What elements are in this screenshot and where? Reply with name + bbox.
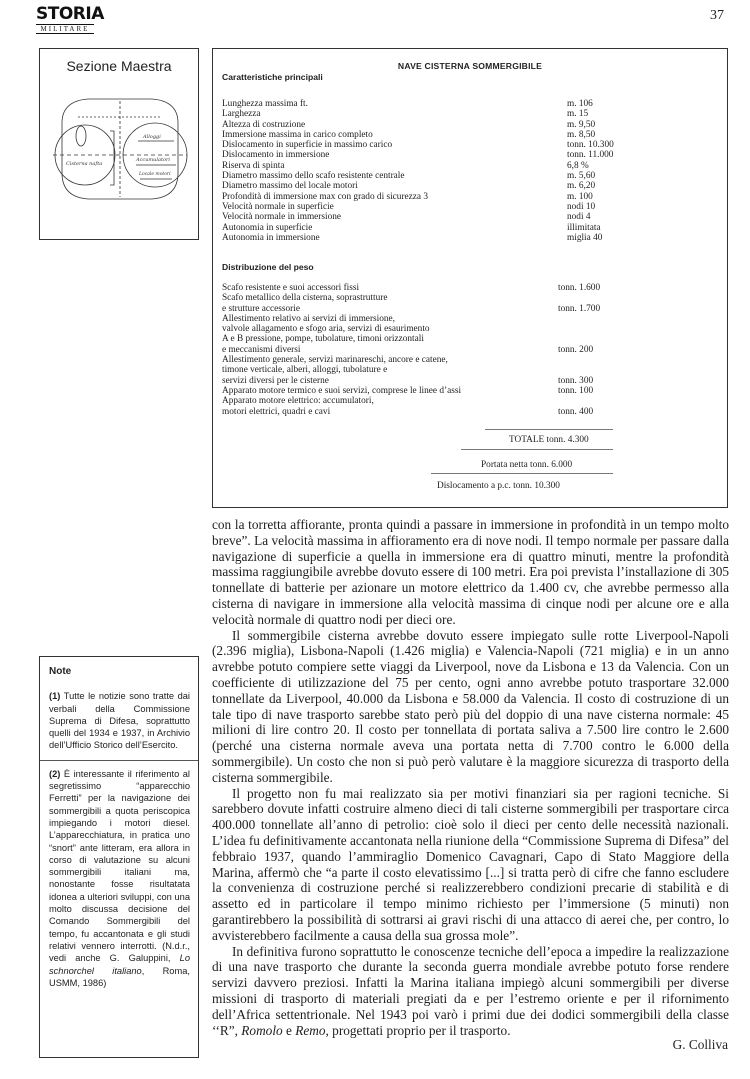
- cross-section-drawing: [48, 93, 192, 203]
- ship-name: Remo: [295, 1022, 326, 1038]
- spec-label: Dislocamento in superficie in massimo carico: [222, 140, 393, 151]
- spec-label: Diametro massimo dello scafo resistente centrale: [222, 171, 405, 182]
- logo-title: STORIA: [36, 4, 104, 24]
- article-paragraph: Il sommergibile cisterna avrebbe dovuto essere impiegato sulle rotte Liverpool-Napoli (2.396 miglia), Lisbona-Napoli (1.426 miglia) e Valencia-Napoli (721 miglia) e in un anno avrebbe potuto compiere sette viaggi da Liverpool, nove da Lisbona e 13 da Valencia. Con un coefficiente di utilizzazione del 75 per cento, ogni anno avrebbe potuto trasportare 32.000 tonnellate da Liverpool, 40.000 da Lisbona e 58.000 da Valencia. Il costo di costruzione di un tale tipo di nave trasporto sarebbe stato però più del doppio di una nave cisterna normale: 45 milioni di lire contro 20. Il costo per tonnellata di portata saliva a 7.500 lire contro le 2.600 (perché una cisterna normale aveva una portata netta di 7.700 contro le 6.000 della sommergibile). Un costo che non si può però valutare è la maggiore sicurezza di trasporto della cisterna sommergibile.: [212, 627, 729, 785]
- note-2-end: , Roma, USMM, 1986): [49, 965, 190, 988]
- note-2-number: (2): [49, 768, 61, 779]
- section-heading-weight: Distribuzione del peso: [222, 262, 314, 272]
- note-divider: [40, 760, 198, 761]
- spec-label: Altezza di costruzione: [222, 119, 306, 130]
- divider: [485, 429, 613, 430]
- note-2: [49, 768, 190, 989]
- spec-title: NAVE CISTERNA SOMMERGIBILE: [397, 61, 543, 71]
- spec-value: nodi 10: [567, 201, 596, 212]
- spec-row: [222, 99, 718, 109]
- spec-value: tonn. 400: [558, 406, 594, 417]
- paragraph-text: In definitiva furono soprattutto le conoscenze tecniche dell’epoca a impedire la realizzazione di una nave trasporto che durante la seconda guerra mondiale avrebbe potuto forse rendere servizi davvero preziosi. Infatti la Marina italiana impiegò alcuni sommergibili per diverse missioni di trasporto di materiali pregiati da e per l’estremo oriente e per il rifornimento dell’Africa settentrionale. Nel 1943 poi varò i primi due dei dodici sommergibili della classe ‘‘R”,: [212, 943, 729, 1038]
- portata-line: Portata netta tonn. 6.000: [481, 460, 573, 470]
- dislocamento-line: Dislocamento a p.c. tonn. 10.300: [437, 481, 560, 491]
- spec-row: [222, 161, 718, 171]
- spec-label: Immersione massima in carico completo: [222, 129, 373, 140]
- fig-label-alloggi: Alloggi: [143, 134, 161, 140]
- article-paragraph: Il progetto non fu mai realizzato sia per motivi finanziari sia per ragioni tecniche. Si sarebbero dovute infatti costruire almeno dieci di tali cisterne sommergibili per trasportare circa 400.000 tonnellate all’anno di petrolio: cioè solo il dieci per cento delle necessità nazionali. L’idea fu definitivamente accantonata nella riunione della “Commissione Suprema di Difesa” del febbraio 1937, quando l’ammiraglio Domenico Cavagnari, Capo di Stato Maggiore della Marina, affermò che “a parte il costo elevatissimo [...] si tratta però di cifre che fanno escludere la convenienza di costruzione perché si realizzerebbero condizioni precarie di stabilità e di assetto ed in particolare il tempo minimo richiesto per l’immersione (5 minuti) non garantirebbero la possibilità di sottrarsi ai gravi rischi di una attacco di aerei che, per contro, lo avvisterebbero facilmente a causa della sua grossa mole”.: [212, 785, 729, 943]
- spec-table: [212, 48, 728, 508]
- author-signature: G. Colliva: [672, 1037, 728, 1052]
- spec-row: [222, 407, 718, 417]
- notes-title: Note: [49, 666, 72, 677]
- magazine-logo: [36, 4, 104, 34]
- spec-row: [222, 386, 718, 396]
- article-paragraph: con la torretta affiorante, pronta quindi a passare in immersione in profondità in un tempo molto breve”. La velocità massima in affioramento era di nove nodi. Il tempo normale per passare dalla navigazione di superficie a quella in immersione era di quattro minuti, mentre la profondità massima raggiungibile avrebbe dovuto essere di 100 metri. Era poi prevista l’installazione di 305 tonnellate di batterie per azionare un motore elettrico da 1.400 cv, che avrebbe permesso alla cisterna di navigare in immersione alla velocità massima di cinque nodi per alcune ore e alla velocità normale di quattro nodi per dieci ore.: [212, 517, 729, 627]
- spec-label: Allestimento generale, servizi marinareschi, ancore e catene,: [222, 355, 448, 366]
- spec-value: m. 6,20: [567, 181, 596, 192]
- spec-row: [222, 334, 718, 344]
- paragraph-text: , progettati proprio per il trasporto.: [325, 1022, 511, 1038]
- page-number: 37: [710, 8, 724, 23]
- divider: [431, 473, 613, 474]
- spec-value: m. 5,60: [567, 171, 596, 182]
- note-2-book-title: Lo schnorchel italiano: [49, 953, 190, 976]
- note-1-number: (1): [49, 691, 61, 702]
- spec-value: tonn. 100: [558, 385, 594, 396]
- spec-value: m. 8,50: [567, 129, 596, 140]
- spec-value: tonn. 11.000: [567, 150, 614, 161]
- section-heading-characteristics: Caratteristiche principali: [222, 72, 323, 82]
- spec-row: [222, 223, 718, 233]
- logo-subtitle: MILITARE: [36, 24, 94, 34]
- spec-value: tonn. 1.600: [558, 283, 601, 293]
- spec-row: [222, 396, 718, 406]
- note-1-text: Tutte le notizie sono tratte dai verbali della Commissione Suprema di Difesa, soprattutto quelli del 1934 e 1937, in Archivio dell’Ufficio Storico dell’Esercito.: [49, 691, 191, 751]
- spec-value: miglia 40: [567, 232, 603, 243]
- spec-row: [222, 376, 718, 386]
- spec-row: [222, 355, 718, 365]
- spec-label: e strutture accessorie: [222, 303, 300, 314]
- spec-value: m. 100: [567, 191, 593, 202]
- spec-row: [222, 212, 718, 222]
- cross-section-figure: [39, 48, 199, 240]
- spec-row: [222, 150, 718, 160]
- spec-row: [222, 202, 718, 212]
- spec-label: timone verticale, alberi, alloggi, tubolature e: [222, 365, 388, 376]
- spec-row: [222, 171, 718, 181]
- spec-label: Diametro massimo del locale motori: [222, 181, 358, 192]
- spec-row: [222, 120, 718, 130]
- spec-label: Dislocamento in immersione: [222, 150, 330, 161]
- spec-label: A e B pressione, pompe, tubolature, timoni orizzontali: [222, 334, 424, 345]
- spec-label: Riserva di spinta: [222, 160, 285, 171]
- spec-value: illimitata: [567, 222, 601, 233]
- fig-label-cisterna: Cisterna nafta: [66, 161, 103, 167]
- characteristics-rows: [222, 99, 718, 243]
- spec-label: valvole allagamento e sfogo aria, servizi di esaurimento: [222, 324, 430, 335]
- spec-row: [222, 365, 718, 375]
- spec-row: [222, 324, 718, 334]
- spec-value: tonn. 200: [558, 344, 594, 355]
- spec-label: Autonomia in superficie: [222, 222, 313, 233]
- totale-line: TOTALE tonn. 4.300: [509, 435, 589, 445]
- divider: [461, 449, 613, 450]
- paragraph-text: e: [282, 1022, 296, 1038]
- spec-label: Velocità normale in immersione: [222, 212, 342, 223]
- spec-value: tonn. 300: [558, 375, 594, 386]
- spec-value: m. 106: [567, 99, 593, 109]
- spec-row: [222, 233, 718, 243]
- article-paragraph: [212, 944, 729, 1039]
- spec-row: [222, 130, 718, 140]
- article-body: [212, 517, 729, 1038]
- spec-label: Apparato motore termico e suoi servizi, comprese le linee d’assi: [222, 385, 462, 396]
- spec-row: [222, 293, 718, 303]
- spec-label: motori elettrici, quadri e cavi: [222, 406, 331, 417]
- notes-box: [39, 656, 199, 1058]
- note-1: [49, 690, 190, 751]
- note-2-text: È interessante il riferimento al segretissimo “apparecchio Ferretti” per la navigazione dei sommergibili a quota periscopica impiegando i motori diesel. L’apparecchiatura, in pratica uno “snort” ante litteram, era allora in corso di valutazione su alcuni sommergibili italiani ma, nonostante fosse risultatata idonea a ulteriori sviluppi, con una molto discussa decisione del Comando Sommergibili del tempo, fu accantonata e gli studi relativi vennero interrotti. (N.d.r., vedi anche G. Galuppini,: [49, 768, 190, 964]
- spec-label: Scafo resistente e suoi accessori fissi: [222, 283, 360, 293]
- spec-label: Larghezza: [222, 109, 261, 120]
- fig-label-motori: Locale motori: [139, 172, 171, 177]
- fig-label-accumulatori: Accumulatori: [136, 157, 170, 163]
- spec-value: nodi 4: [567, 212, 591, 223]
- ship-name: Romolo: [241, 1022, 283, 1038]
- spec-value: tonn. 10.300: [567, 140, 614, 151]
- spec-label: Profondità di immersione max con grado di sicurezza 3: [222, 191, 429, 202]
- spec-row: [222, 109, 718, 119]
- spec-value: 6,8 %: [567, 160, 589, 171]
- spec-label: Velocità normale in superficie: [222, 201, 334, 212]
- weight-rows: [222, 283, 718, 417]
- spec-label: servizi diversi per le cisterne: [222, 375, 329, 386]
- spec-row: [222, 304, 718, 314]
- spec-row: [222, 283, 718, 293]
- spec-row: [222, 181, 718, 191]
- spec-label: Autonomia in immersione: [222, 232, 320, 243]
- spec-row: [222, 314, 718, 324]
- spec-value: tonn. 1.700: [558, 303, 601, 314]
- spec-value: m. 15: [567, 109, 589, 120]
- spec-label: Scafo metallico della cisterna, soprastrutture: [222, 293, 388, 304]
- spec-label: e meccanismi diversi: [222, 344, 301, 355]
- spec-row: [222, 192, 718, 202]
- figure-title: Sezione Maestra: [66, 58, 172, 74]
- spec-label: Lunghezza massima ft.: [222, 99, 308, 109]
- spec-row: [222, 345, 718, 355]
- spec-row: [222, 140, 718, 150]
- spec-value: m. 9,50: [567, 119, 596, 130]
- spec-label: Apparato motore elettrico: accumulatori,: [222, 396, 374, 407]
- spec-label: Allestimento relativo ai servizi di immersione,: [222, 313, 395, 324]
